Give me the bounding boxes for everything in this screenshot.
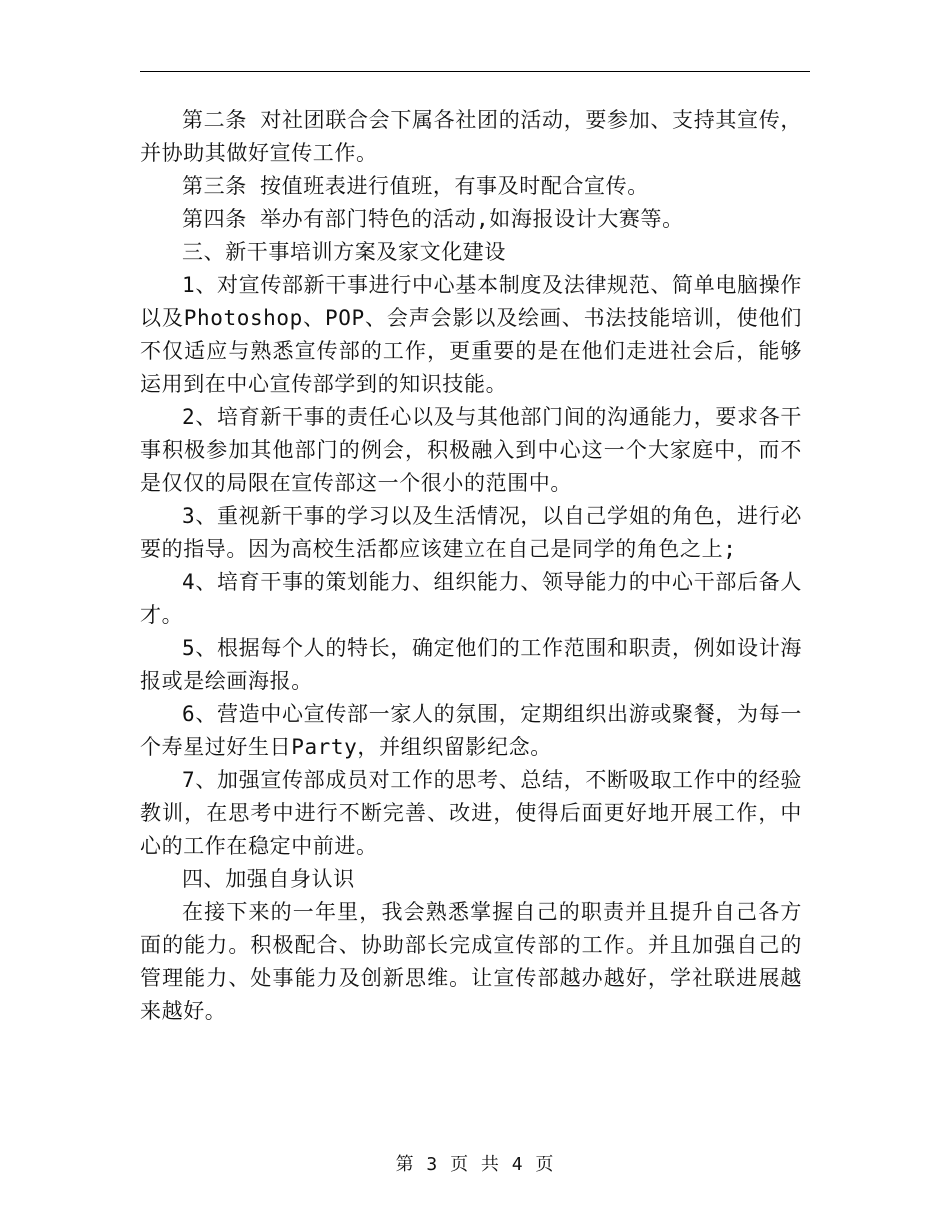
- paragraph-closing: 在接下来的一年里，我会熟悉掌握自己的职责并且提升自己各方面的能力。积极配合、协助部长完成宣传部的工作。并且加强自己的管理能力、处事能力及创新思维。让宣传部越办越好，学社联进展越来越好。: [140, 900, 802, 1023]
- section-heading-self-awareness: 四、加强自身认识: [182, 867, 355, 891]
- header-rule: [140, 71, 810, 72]
- paragraph-item-7: 7、加强宣传部成员对工作的思考、总结，不断吸取工作中的经验教训，在思考中进行不断完善、改进，使得后面更好地开展工作，中心的工作在稳定中前进。: [140, 768, 802, 858]
- paragraph-item-1: 1、对宣传部新干事进行中心基本制度及法律规范、简单电脑操作以及Photoshop、POP、会声会影以及绘画、书法技能培训，使他们不仅适应与熟悉宣传部的工作，更重要的是在他们走进社会后，能够运用到在中心宣传部学到的知识技能。: [140, 273, 802, 396]
- paragraph-article-2: 第二条 对社团联合会下属各社团的活动，要参加、支持其宣传，并协助其做好宣传工作。: [140, 108, 802, 165]
- paragraph-item-3: 3、重视新干事的学习以及生活情况，以自己学姐的角色，进行必要的指导。因为高校生活都应该建立在自己是同学的角色之上;: [140, 504, 802, 561]
- paragraph-article-4: 第四条 举办有部门特色的活动,如海报设计大赛等。: [182, 207, 684, 231]
- paragraph-item-2: 2、培育新干事的责任心以及与其他部门间的沟通能力，要求各干事积极参加其他部门的例会，积极融入到中心这一个大家庭中，而不是仅仅的局限在宣传部这一个很小的范围中。: [140, 405, 802, 495]
- paragraph-item-6: 6、营造中心宣传部一家人的氛围，定期组织出游或聚餐，为每一个寿星过好生日Party，并组织留影纪念。: [140, 702, 802, 759]
- paragraph-article-3: 第三条 按值班表进行值班，有事及时配合宣传。: [182, 174, 649, 198]
- page-number-footer: 第 3 页 共 4 页: [395, 1154, 555, 1175]
- section-heading-training: 三、新干事培训方案及家文化建设: [182, 240, 506, 264]
- document-body: [140, 104, 802, 1028]
- paragraph-item-4: 4、培育干事的策划能力、组织能力、领导能力的中心干部后备人才。: [140, 570, 802, 627]
- paragraph-item-5: 5、根据每个人的特长，确定他们的工作范围和职责，例如设计海报或是绘画海报。: [140, 636, 802, 693]
